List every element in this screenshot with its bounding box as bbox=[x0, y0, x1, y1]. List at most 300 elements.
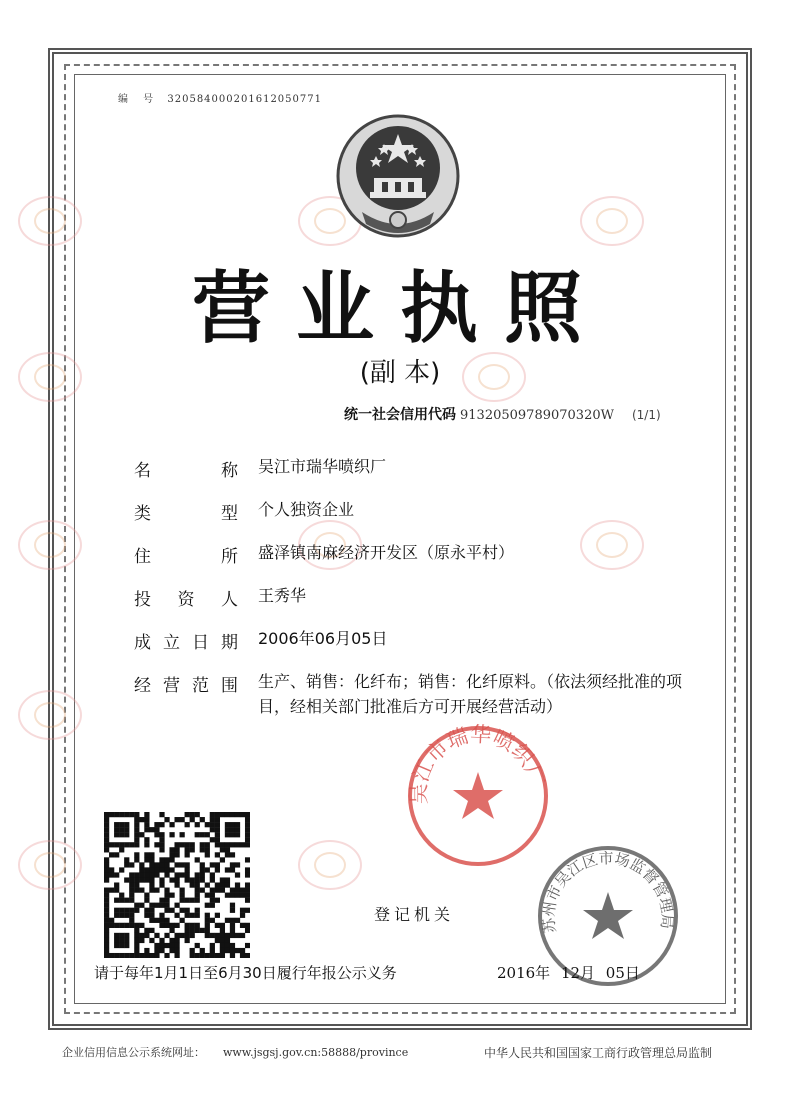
watermark bbox=[18, 520, 82, 570]
qr-module bbox=[200, 953, 205, 958]
qr-module bbox=[134, 837, 139, 842]
qr-module bbox=[225, 948, 230, 953]
qr-module bbox=[129, 862, 134, 867]
qr-module bbox=[134, 908, 139, 913]
qr-module bbox=[205, 933, 210, 938]
qr-module bbox=[220, 857, 225, 862]
qr-module bbox=[245, 893, 250, 898]
qr-module bbox=[144, 928, 149, 933]
qr-module bbox=[200, 948, 205, 953]
qr-module bbox=[200, 817, 205, 822]
qr-module bbox=[230, 832, 235, 837]
qr-module bbox=[114, 933, 119, 938]
qr-module bbox=[210, 898, 215, 903]
qr-module bbox=[245, 812, 250, 817]
qr-module bbox=[195, 812, 200, 817]
qr-module bbox=[235, 842, 240, 847]
qr-module bbox=[159, 867, 164, 872]
qr-module bbox=[225, 877, 230, 882]
qr-module bbox=[185, 862, 190, 867]
qr-module bbox=[235, 822, 240, 827]
qr-module bbox=[104, 893, 109, 898]
qr-module bbox=[104, 817, 109, 822]
qr-module bbox=[149, 882, 154, 887]
qr-module bbox=[114, 872, 119, 877]
qr-module bbox=[104, 913, 109, 918]
qr-module bbox=[114, 812, 119, 817]
qr-module bbox=[114, 923, 119, 928]
qr-module bbox=[104, 888, 109, 893]
qr-module bbox=[205, 923, 210, 928]
qr-module bbox=[114, 832, 119, 837]
qr-module bbox=[144, 822, 149, 827]
qr-module bbox=[195, 857, 200, 862]
qr-module bbox=[119, 812, 124, 817]
qr-module bbox=[159, 862, 164, 867]
qr-module bbox=[159, 847, 164, 852]
annual-report-notice: 请于每年1月1日至6月30日履行年报公示义务 bbox=[94, 964, 397, 982]
qr-module bbox=[190, 923, 195, 928]
qr-module bbox=[114, 913, 119, 918]
qr-module bbox=[119, 867, 124, 872]
qr-module bbox=[230, 933, 235, 938]
qr-module bbox=[134, 888, 139, 893]
qr-module bbox=[210, 893, 215, 898]
qr-module bbox=[109, 867, 114, 872]
qr-module bbox=[210, 948, 215, 953]
qr-module bbox=[119, 898, 124, 903]
qr-module bbox=[159, 898, 164, 903]
field-value-scope: 生产、销售：化纤布；销售：化纤原料。（依法须经批准的项目，经相关部门批准后方可开展经营活动） bbox=[258, 672, 683, 716]
qr-module bbox=[139, 938, 144, 943]
qr-module bbox=[185, 842, 190, 847]
qr-module bbox=[215, 812, 220, 817]
qr-module bbox=[169, 822, 174, 827]
qr-module bbox=[210, 817, 215, 822]
qr-module bbox=[240, 842, 245, 847]
qr-module bbox=[230, 827, 235, 832]
qr-module bbox=[104, 938, 109, 943]
qr-module bbox=[114, 943, 119, 948]
qr-module bbox=[109, 888, 114, 893]
qr-module bbox=[144, 877, 149, 882]
qr-module bbox=[149, 913, 154, 918]
qr-module bbox=[195, 923, 200, 928]
field-label-scope bbox=[134, 671, 238, 696]
qr-module bbox=[119, 827, 124, 832]
qr-module bbox=[185, 898, 190, 903]
qr-module bbox=[185, 822, 190, 827]
qr-module bbox=[230, 888, 235, 893]
qr-module bbox=[119, 933, 124, 938]
qr-module bbox=[159, 812, 164, 817]
qr-module bbox=[210, 943, 215, 948]
qr-module bbox=[114, 882, 119, 887]
qr-module bbox=[124, 933, 129, 938]
qr-module bbox=[159, 938, 164, 943]
watermark bbox=[580, 196, 644, 246]
qr-module bbox=[245, 842, 250, 847]
qr-module bbox=[210, 827, 215, 832]
qr-module bbox=[185, 923, 190, 928]
qr-module bbox=[185, 867, 190, 872]
field-value-established: 2006年06月05日 bbox=[258, 629, 388, 648]
qr-module bbox=[114, 938, 119, 943]
qr-module bbox=[174, 817, 179, 822]
qr-module bbox=[235, 872, 240, 877]
qr-module bbox=[215, 852, 220, 857]
qr-module bbox=[154, 862, 159, 867]
qr-module bbox=[159, 877, 164, 882]
qr-module bbox=[149, 928, 154, 933]
qr-module bbox=[200, 842, 205, 847]
qr-module bbox=[174, 913, 179, 918]
qr-module bbox=[159, 882, 164, 887]
footer-system-url: www.jsgsj.gov.cn:58888/province bbox=[223, 1046, 409, 1059]
qr-module bbox=[104, 948, 109, 953]
qr-module bbox=[235, 948, 240, 953]
qr-module bbox=[220, 948, 225, 953]
field-label-established bbox=[134, 628, 238, 653]
qr-module bbox=[195, 913, 200, 918]
qr-module bbox=[104, 877, 109, 882]
qr-module bbox=[240, 953, 245, 958]
qr-module bbox=[169, 923, 174, 928]
serial-label: 编 号 bbox=[118, 94, 160, 105]
qr-module bbox=[174, 882, 179, 887]
qr-module bbox=[180, 888, 185, 893]
qr-module bbox=[134, 938, 139, 943]
document-subtitle: (副 本) bbox=[359, 358, 441, 388]
qr-module bbox=[154, 827, 159, 832]
qr-module bbox=[129, 882, 134, 887]
qr-module bbox=[104, 862, 109, 867]
qr-module bbox=[159, 918, 164, 923]
qr-module bbox=[104, 812, 109, 817]
qr-module bbox=[185, 812, 190, 817]
qr-module bbox=[205, 867, 210, 872]
qr-module bbox=[205, 903, 210, 908]
qr-module bbox=[190, 812, 195, 817]
qr-module bbox=[245, 923, 250, 928]
qr-module bbox=[119, 913, 124, 918]
qr-module bbox=[195, 908, 200, 913]
qr-module bbox=[164, 923, 169, 928]
qr-module bbox=[139, 877, 144, 882]
qr-module bbox=[230, 928, 235, 933]
qr-module bbox=[104, 943, 109, 948]
qr-module bbox=[144, 948, 149, 953]
qr-module bbox=[180, 898, 185, 903]
qr-module bbox=[180, 933, 185, 938]
qr-module bbox=[185, 938, 190, 943]
qr-module bbox=[225, 827, 230, 832]
qr-module bbox=[109, 923, 114, 928]
qr-module bbox=[119, 908, 124, 913]
qr-module bbox=[129, 913, 134, 918]
qr-module bbox=[144, 857, 149, 862]
company-seal-stamp bbox=[404, 722, 552, 870]
qr-module bbox=[210, 918, 215, 923]
qr-module bbox=[190, 898, 195, 903]
qr-module bbox=[164, 903, 169, 908]
qr-module bbox=[144, 953, 149, 958]
qr-module bbox=[119, 953, 124, 958]
qr-module bbox=[139, 933, 144, 938]
qr-module bbox=[144, 817, 149, 822]
qr-module bbox=[205, 822, 210, 827]
qr-module bbox=[215, 842, 220, 847]
qr-module bbox=[190, 847, 195, 852]
qr-module bbox=[164, 943, 169, 948]
qr-module bbox=[139, 903, 144, 908]
qr-module bbox=[169, 938, 174, 943]
qr-module bbox=[190, 953, 195, 958]
qr-module bbox=[149, 908, 154, 913]
qr-module bbox=[200, 832, 205, 837]
qr-module bbox=[159, 832, 164, 837]
qr-module bbox=[104, 832, 109, 837]
qr-module bbox=[139, 888, 144, 893]
qr-module bbox=[180, 872, 185, 877]
qr-module bbox=[119, 842, 124, 847]
qr-module bbox=[205, 953, 210, 958]
qr-module bbox=[174, 842, 179, 847]
qr-module bbox=[169, 928, 174, 933]
qr-module bbox=[190, 933, 195, 938]
qr-module bbox=[200, 888, 205, 893]
qr-module bbox=[144, 893, 149, 898]
qr-module bbox=[114, 953, 119, 958]
qr-module bbox=[169, 852, 174, 857]
qr-module bbox=[139, 953, 144, 958]
label-char: 住 bbox=[134, 547, 151, 567]
qr-module bbox=[154, 867, 159, 872]
qr-module bbox=[185, 877, 190, 882]
qr-module bbox=[119, 923, 124, 928]
qr-module bbox=[139, 872, 144, 877]
qr-module bbox=[124, 913, 129, 918]
label-char: 期 bbox=[221, 633, 238, 653]
qr-module bbox=[134, 877, 139, 882]
qr-module bbox=[134, 872, 139, 877]
qr-module bbox=[230, 903, 235, 908]
qr-module bbox=[230, 948, 235, 953]
qr-module bbox=[220, 923, 225, 928]
qr-module bbox=[134, 948, 139, 953]
qr-module bbox=[104, 928, 109, 933]
qr-module bbox=[104, 898, 109, 903]
qr-module bbox=[245, 832, 250, 837]
qr-module bbox=[195, 882, 200, 887]
qr-module bbox=[215, 827, 220, 832]
qr-module bbox=[205, 913, 210, 918]
qr-module bbox=[144, 852, 149, 857]
qr-module bbox=[104, 822, 109, 827]
qr-module bbox=[235, 812, 240, 817]
qr-module bbox=[240, 888, 245, 893]
qr-module bbox=[195, 877, 200, 882]
qr-module bbox=[129, 918, 134, 923]
qr-module bbox=[174, 938, 179, 943]
qr-module bbox=[225, 918, 230, 923]
qr-module bbox=[169, 877, 174, 882]
qr-module bbox=[195, 943, 200, 948]
qr-module bbox=[154, 933, 159, 938]
qr-code bbox=[104, 812, 250, 958]
qr-module bbox=[215, 898, 220, 903]
qr-module bbox=[215, 862, 220, 867]
qr-module bbox=[190, 882, 195, 887]
qr-module bbox=[129, 872, 134, 877]
qr-module bbox=[200, 928, 205, 933]
watermark bbox=[18, 840, 82, 890]
watermark bbox=[298, 840, 362, 890]
qr-module bbox=[230, 923, 235, 928]
watermark bbox=[18, 196, 82, 246]
qr-module bbox=[195, 888, 200, 893]
qr-module bbox=[129, 908, 134, 913]
qr-module bbox=[195, 928, 200, 933]
qr-module bbox=[220, 812, 225, 817]
qr-module bbox=[169, 857, 174, 862]
qr-module bbox=[240, 933, 245, 938]
qr-module bbox=[245, 953, 250, 958]
qr-module bbox=[190, 877, 195, 882]
qr-module bbox=[134, 943, 139, 948]
qr-module bbox=[225, 882, 230, 887]
qr-module bbox=[245, 857, 250, 862]
qr-module bbox=[195, 953, 200, 958]
qr-module bbox=[144, 872, 149, 877]
watermark bbox=[18, 690, 82, 740]
qr-module bbox=[235, 933, 240, 938]
qr-module bbox=[164, 933, 169, 938]
qr-module bbox=[149, 953, 154, 958]
qr-module bbox=[180, 893, 185, 898]
qr-module bbox=[195, 832, 200, 837]
qr-module bbox=[185, 913, 190, 918]
qr-module bbox=[174, 953, 179, 958]
qr-module bbox=[245, 908, 250, 913]
credit-code-row bbox=[344, 404, 661, 424]
qr-module bbox=[185, 908, 190, 913]
qr-module bbox=[174, 872, 179, 877]
qr-module bbox=[235, 862, 240, 867]
qr-module bbox=[144, 913, 149, 918]
qr-module bbox=[185, 928, 190, 933]
qr-module bbox=[245, 867, 250, 872]
qr-module bbox=[245, 822, 250, 827]
label-char: 所 bbox=[221, 547, 238, 567]
qr-module bbox=[215, 837, 220, 842]
qr-module bbox=[129, 877, 134, 882]
qr-module bbox=[124, 842, 129, 847]
qr-module bbox=[180, 862, 185, 867]
qr-module bbox=[104, 842, 109, 847]
qr-module bbox=[164, 872, 169, 877]
qr-module bbox=[195, 822, 200, 827]
qr-module bbox=[124, 953, 129, 958]
qr-module bbox=[149, 903, 154, 908]
qr-module bbox=[205, 832, 210, 837]
qr-module bbox=[109, 852, 114, 857]
qr-module bbox=[149, 857, 154, 862]
qr-module bbox=[180, 832, 185, 837]
qr-module bbox=[210, 903, 215, 908]
credit-code-value: 91320509789070320W bbox=[460, 408, 614, 423]
qr-module bbox=[139, 862, 144, 867]
qr-module bbox=[134, 882, 139, 887]
qr-module bbox=[134, 842, 139, 847]
qr-module bbox=[134, 817, 139, 822]
qr-module bbox=[164, 862, 169, 867]
qr-module bbox=[154, 822, 159, 827]
qr-module bbox=[215, 888, 220, 893]
label-char: 日 bbox=[192, 633, 209, 653]
qr-module bbox=[129, 923, 134, 928]
qr-module bbox=[169, 832, 174, 837]
qr-module bbox=[225, 933, 230, 938]
qr-module bbox=[169, 948, 174, 953]
qr-module bbox=[230, 918, 235, 923]
qr-module bbox=[205, 842, 210, 847]
qr-module bbox=[109, 872, 114, 877]
qr-module bbox=[134, 812, 139, 817]
qr-module bbox=[134, 923, 139, 928]
qr-module bbox=[124, 862, 129, 867]
qr-module bbox=[144, 908, 149, 913]
qr-module bbox=[195, 872, 200, 877]
qr-module bbox=[235, 893, 240, 898]
qr-module bbox=[235, 918, 240, 923]
qr-module bbox=[129, 812, 134, 817]
qr-module bbox=[144, 933, 149, 938]
qr-module bbox=[129, 888, 134, 893]
qr-module bbox=[154, 948, 159, 953]
qr-module bbox=[220, 933, 225, 938]
qr-module bbox=[119, 893, 124, 898]
qr-module bbox=[139, 867, 144, 872]
label-char: 营 bbox=[163, 676, 180, 696]
field-label-address bbox=[134, 542, 238, 567]
qr-module bbox=[190, 928, 195, 933]
qr-module bbox=[114, 822, 119, 827]
qr-module bbox=[154, 943, 159, 948]
qr-module bbox=[119, 832, 124, 837]
qr-module bbox=[245, 898, 250, 903]
qr-module bbox=[205, 847, 210, 852]
qr-module bbox=[174, 903, 179, 908]
qr-module bbox=[205, 918, 210, 923]
qr-module bbox=[215, 832, 220, 837]
qr-module bbox=[210, 837, 215, 842]
qr-module bbox=[245, 837, 250, 842]
qr-module bbox=[159, 903, 164, 908]
qr-module bbox=[245, 882, 250, 887]
qr-module bbox=[124, 832, 129, 837]
qr-module bbox=[215, 822, 220, 827]
qr-module bbox=[245, 943, 250, 948]
qr-module bbox=[159, 913, 164, 918]
qr-module bbox=[210, 872, 215, 877]
qr-module bbox=[205, 928, 210, 933]
qr-module bbox=[220, 953, 225, 958]
qr-module bbox=[210, 933, 215, 938]
serial-value: 320584000201612050771 bbox=[167, 94, 322, 105]
qr-module bbox=[185, 872, 190, 877]
qr-module bbox=[225, 842, 230, 847]
